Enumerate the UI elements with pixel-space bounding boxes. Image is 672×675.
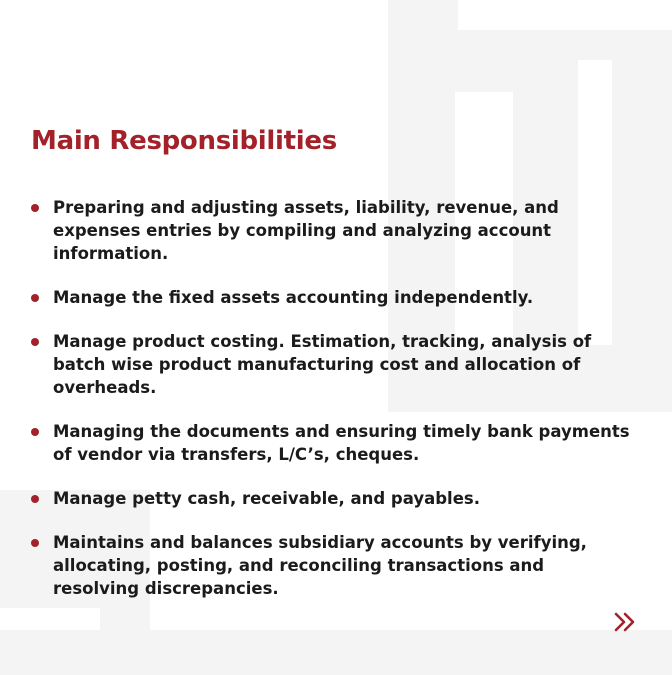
list-item xyxy=(31,487,631,510)
list-item xyxy=(31,286,631,309)
list-item xyxy=(31,420,631,466)
bullet-dot-icon xyxy=(31,294,39,302)
bullet-dot-icon xyxy=(31,338,39,346)
double-chevron-right-icon-graphic xyxy=(612,608,640,636)
list-item-text: Managing the documents and ensuring timely bank payments of vendor via transfers, L/C’s, cheques. xyxy=(53,422,630,464)
background-pattern-cutout-top xyxy=(458,0,672,30)
background-pattern-bottom-right xyxy=(150,630,672,675)
list-item-text: Maintains and balances subsidiary accounts by verifying, allocating, posting, and reconciling transactions and resolving discrepancies. xyxy=(53,533,587,598)
list-item xyxy=(31,531,631,600)
list-item xyxy=(31,330,631,399)
page-title: Main Responsibilities xyxy=(31,126,337,156)
list-item-text: Manage product costing. Estimation, tracking, analysis of batch wise product manufacturing cost and allocation of overheads. xyxy=(53,332,592,397)
bullet-dot-icon xyxy=(31,428,39,436)
list-item-text: Manage petty cash, receivable, and payables. xyxy=(53,489,480,508)
list-item-text: Preparing and adjusting assets, liability, revenue, and expenses entries by compiling and analyzing account information. xyxy=(53,198,559,263)
double-chevron-right-icon[interactable] xyxy=(612,608,640,636)
bullet-dot-icon xyxy=(31,539,39,547)
bullet-dot-icon xyxy=(31,204,39,212)
responsibilities-list xyxy=(31,196,631,621)
bullet-dot-icon xyxy=(31,495,39,503)
list-item-text: Manage the fixed assets accounting independently. xyxy=(53,288,534,307)
list-item xyxy=(31,196,631,265)
